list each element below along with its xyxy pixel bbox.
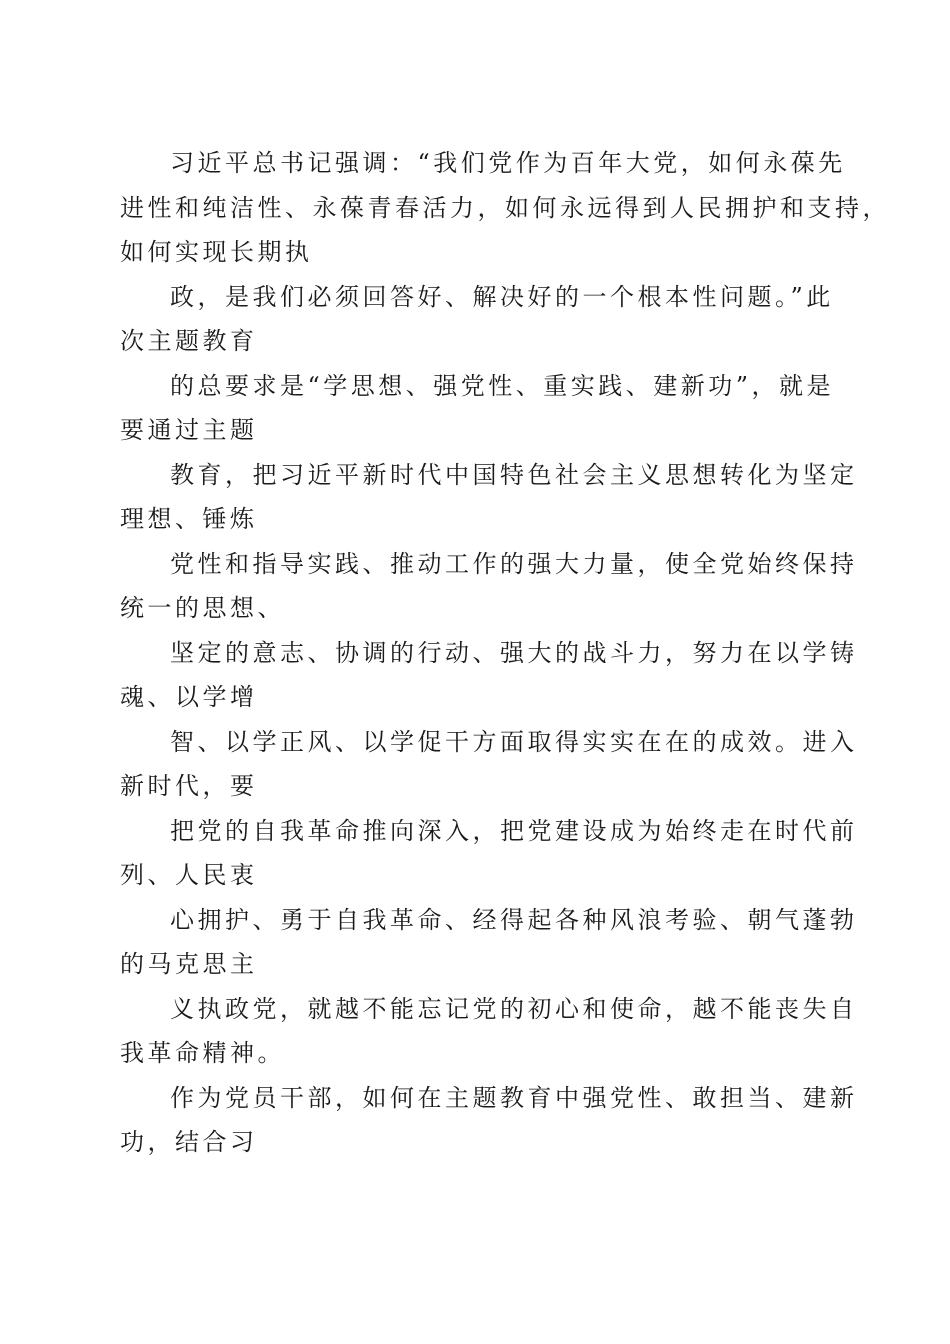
text-line: 作为党员干部，如何在主题教育中强党性、敢担当、建新 — [170, 1083, 858, 1112]
text-line: 统一的思想、 — [120, 594, 285, 622]
text-line: 党性和指导实践、推动工作的强大力量，使全党始终保持 — [170, 549, 858, 578]
text-line: 的马克思主 — [120, 950, 258, 978]
text-line: 智、以学正风、以学促干方面取得实实在在的成效。进入 — [170, 727, 858, 756]
text-line: 新时代，要 — [120, 772, 258, 800]
document-body — [120, 141, 890, 1165]
text-line: 习近平总书记强调：“我们党作为百年大党，如何永葆先 — [170, 149, 846, 177]
text-line: 理想、锤炼 — [120, 505, 258, 533]
text-line: 我革命精神。 — [120, 1039, 285, 1067]
text-line: 如何实现长期执 — [120, 238, 313, 266]
text-line: 要通过主题 — [120, 416, 258, 444]
text-line: 列、人民衷 — [120, 861, 258, 889]
text-line: 教育，把习近平新时代中国特色社会主义思想转化为坚定 — [170, 460, 858, 489]
text-line: 魂、以学增 — [120, 683, 258, 711]
text-line: 把党的自我革命推向深入，把党建设成为始终走在时代前 — [170, 816, 858, 845]
text-line: 坚定的意志、协调的行动、强大的战斗力，努力在以学铸 — [170, 638, 858, 667]
text-line: 义执政党，就越不能忘记党的初心和使命，越不能丧失自 — [170, 994, 858, 1023]
text-line: 功，结合习 — [120, 1128, 258, 1156]
text-line: 进性和纯洁性、永葆青春活力，如何永远得到人民拥护和支持， — [120, 193, 890, 222]
text-line: 的总要求是“学思想、强党性、重实践、建新功”，就是 — [170, 371, 835, 400]
text-line: 心拥护、勇于自我革命、经得起各种风浪考验、朝气蓬勃 — [170, 905, 858, 934]
text-line: 次主题教育 — [120, 327, 258, 355]
text-line: 政，是我们必须回答好、解决好的一个根本性问题。”此 — [170, 282, 834, 311]
